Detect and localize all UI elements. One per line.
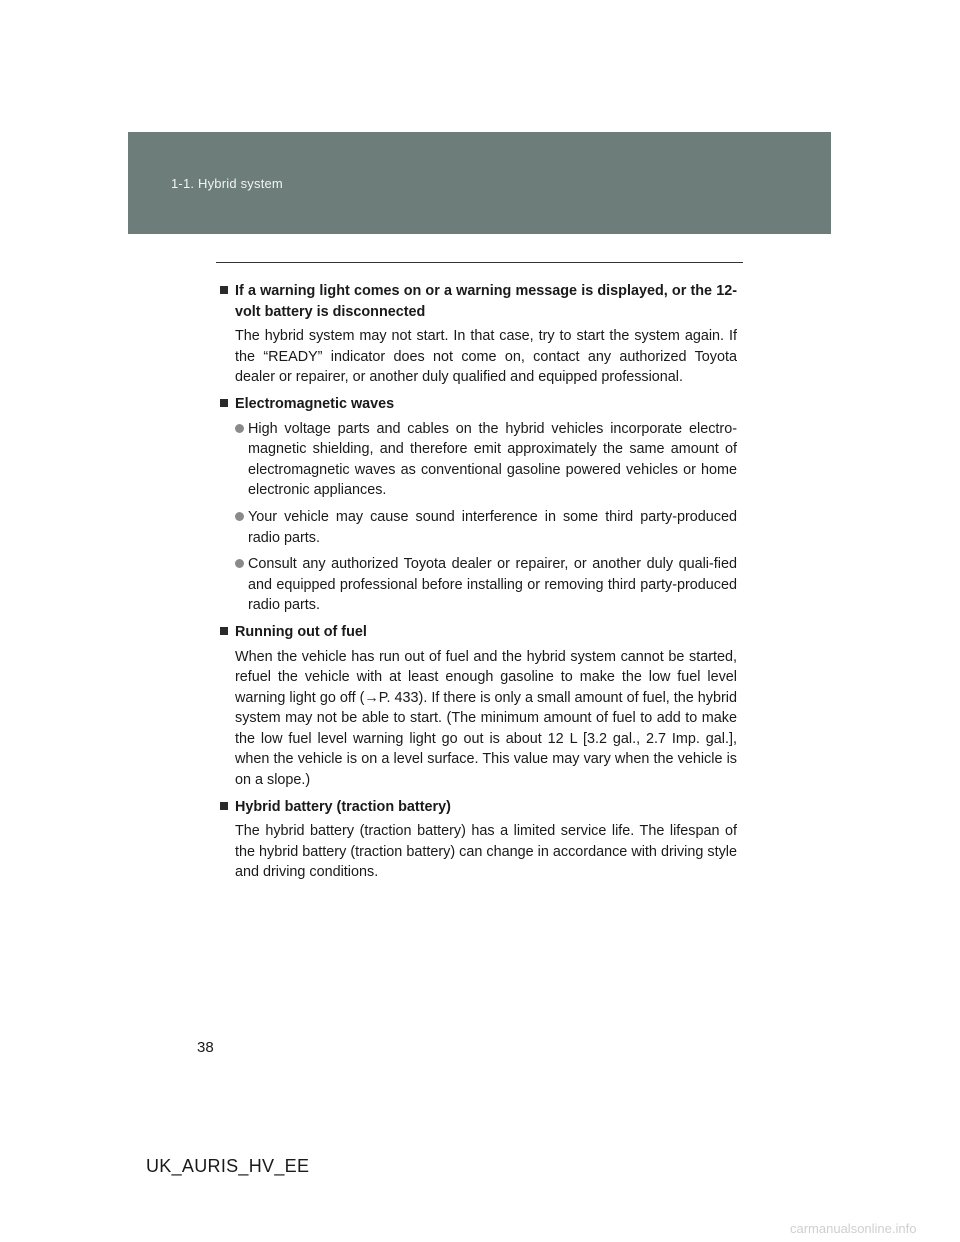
section-running-out-of-fuel (219, 622, 737, 791)
section-heading (219, 797, 737, 818)
section-title: 1-1. Hybrid system (171, 176, 283, 191)
square-bullet-icon (220, 627, 228, 635)
list-item-text: Your vehicle may cause sound interference in some third party-produced radio parts. (248, 508, 737, 546)
heading-text: Electromagnetic waves (235, 395, 395, 412)
heading-text: Running out of fuel (235, 623, 367, 640)
section-heading (219, 281, 737, 322)
header-divider (216, 262, 743, 263)
square-bullet-icon (220, 802, 228, 810)
page-number: 38 (197, 1039, 214, 1056)
list-item-text: High voltage parts and cables on the hybrid vehicles incorporate electro-magnetic shielding, and therefore emit approximately the same amount of electromagnetic waves as conventional gasoline powered vehicles or home electronic appliances. (248, 420, 737, 499)
section-paragraph: The hybrid battery (traction battery) has a limited service life. The lifespan of the hybrid battery (traction battery) can change in accordance with driving style and driving conditions. (235, 823, 737, 881)
round-bullet-icon (235, 559, 244, 568)
section-header-band (128, 132, 831, 234)
list-item (219, 507, 737, 548)
watermark: carmanualsonline.info (790, 1221, 917, 1236)
section-warning-light (219, 281, 737, 388)
heading-text: If a warning light comes on or a warning message is displayed, or the 12-volt battery is disconnected (235, 283, 737, 320)
square-bullet-icon (220, 399, 228, 407)
round-bullet-icon (235, 512, 244, 521)
heading-text: Hybrid battery (traction battery) (235, 798, 451, 815)
section-electromagnetic-waves (219, 394, 737, 616)
round-bullet-icon (235, 424, 244, 433)
section-paragraph: The hybrid system may not start. In that case, try to start the system again. If the “READY” indicator does not come on, contact any authorized Toyota dealer or repairer, or another duly qualified and equipped professional. (235, 328, 737, 386)
document-code: UK_AURIS_HV_EE (146, 1156, 310, 1176)
list-item (219, 419, 737, 501)
list-item-text: Consult any authorized Toyota dealer or repairer, or another duly quali-fied and equipped professional before installing or removing third party-produced radio parts. (248, 556, 737, 614)
section-hybrid-battery (219, 797, 737, 883)
section-heading (219, 394, 737, 415)
section-paragraph: When the vehicle has run out of fuel and the hybrid system cannot be started, refuel the vehicle with at least enough gasoline to make the low fuel level warning light go off (→P. 433). If there is only a small amount of fuel, the hybrid system may not be able to start. (The minimum amount of fuel to add to make the low fuel level warning light go out is about 12 L [3.2 gal., 2.7 Imp. gal.], when the vehicle is on a level surface. This value may vary when the vehicle is on a slope.) (235, 648, 737, 789)
page-content (219, 281, 737, 889)
list-item (219, 554, 737, 616)
section-heading (219, 622, 737, 643)
square-bullet-icon (220, 286, 228, 294)
